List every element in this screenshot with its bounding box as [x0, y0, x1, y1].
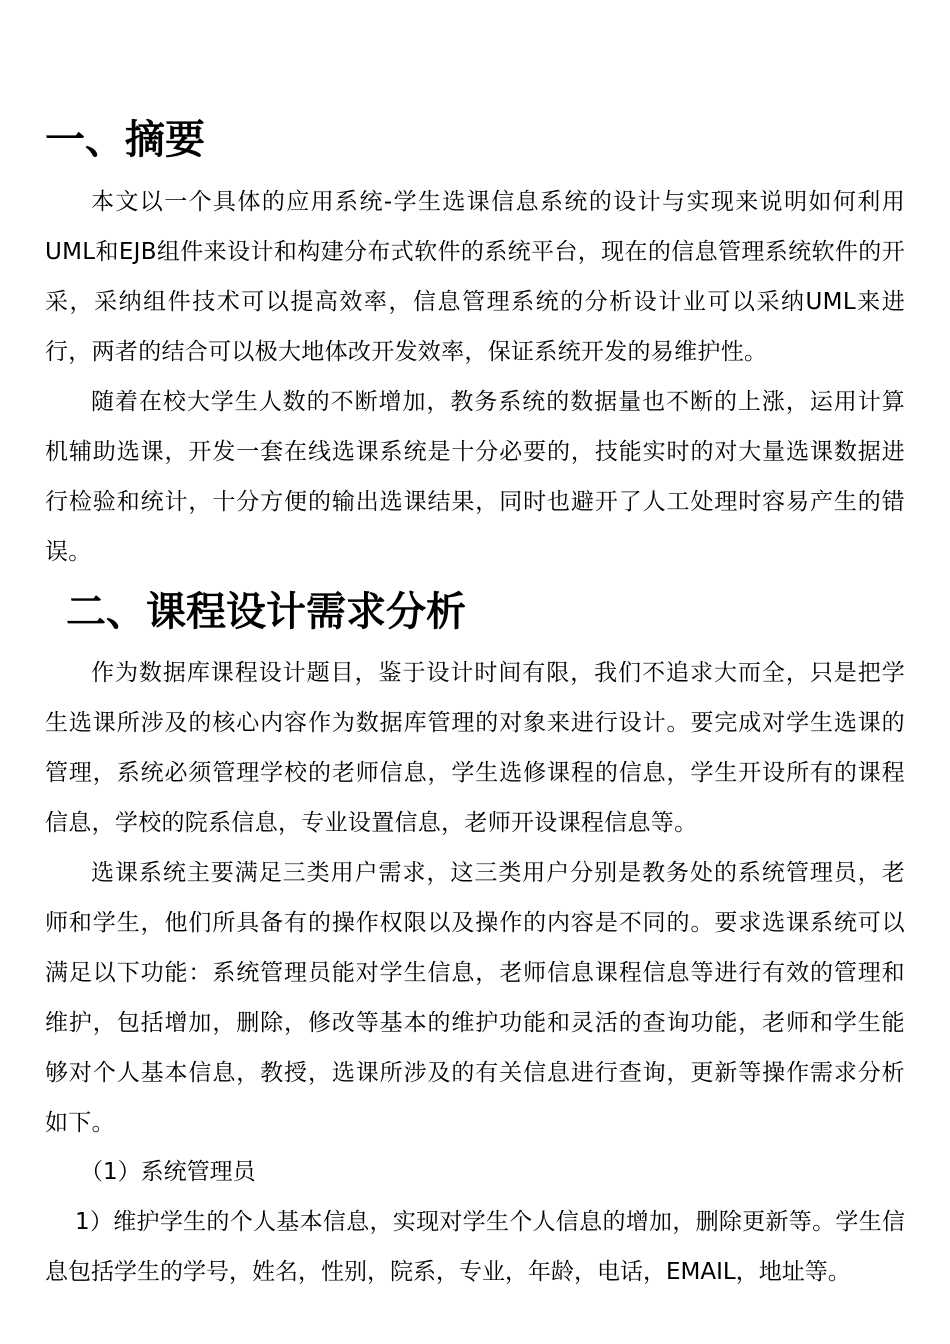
paragraph: 随着在校大学生人数的不断增加，教务系统的数据量也不断的上涨，运用计算机辅助选课，开发一套在线选课系统是十分必要的，技能实时的对大量选课数据进行检验和统计，十分方便的输出选课结果，同时也避开了人工处理时容易产生的错误。: [45, 389, 905, 565]
section-heading-requirements: 二、课程设计需求分析: [66, 589, 466, 635]
paragraph: 作为数据库课程设计题目，鉴于设计时间有限，我们不追求大而全，只是把学生选课所涉及的核心内容作为数据库管理的对象来进行设计。要完成对学生选课的管理，系统必须管理学校的老师信息，学生选修课程的信息，学生开设所有的课程信息，学校的院系信息，专业设置信息，老师开设课程信息等。: [45, 660, 905, 836]
paragraph: 选课系统主要满足三类用户需求，这三类用户分别是教务处的系统管理员，老师和学生，他们所具备有的操作权限以及操作的内容是不同的。要求选课系统可以满足以下功能：系统管理员能对学生信息，老师信息课程信息等进行有效的管理和维护，包括增加，删除，修改等基本的维护功能和灵活的查询功能，老师和学生能够对个人基本信息，教授，选课所涉及的有关信息进行查询，更新等操作需求分析如下。: [45, 860, 905, 1136]
paragraph: 本文以一个具体的应用系统-学生选课信息系统的设计与实现来说明如何利用UML和EJB组件来设计和构建分布式软件的系统平台，现在的信息管理系统软件的开采，采纳组件技术可以提高效率，信息管理系统的分析设计业可以采纳UML来进行，两者的结合可以极大地体改开发效率，保证系统开发的易维护性。: [45, 189, 905, 365]
list-item: 1）维护学生的个人基本信息，实现对学生个人信息的增加，删除更新等。学生信息包括学生的学号，姓名，性别，院系，专业，年龄，电话，EMAIL，地址等。: [45, 1209, 905, 1285]
subsection-label: （1）系统管理员: [80, 1159, 256, 1185]
section-heading-abstract: 一、摘要: [45, 117, 205, 163]
